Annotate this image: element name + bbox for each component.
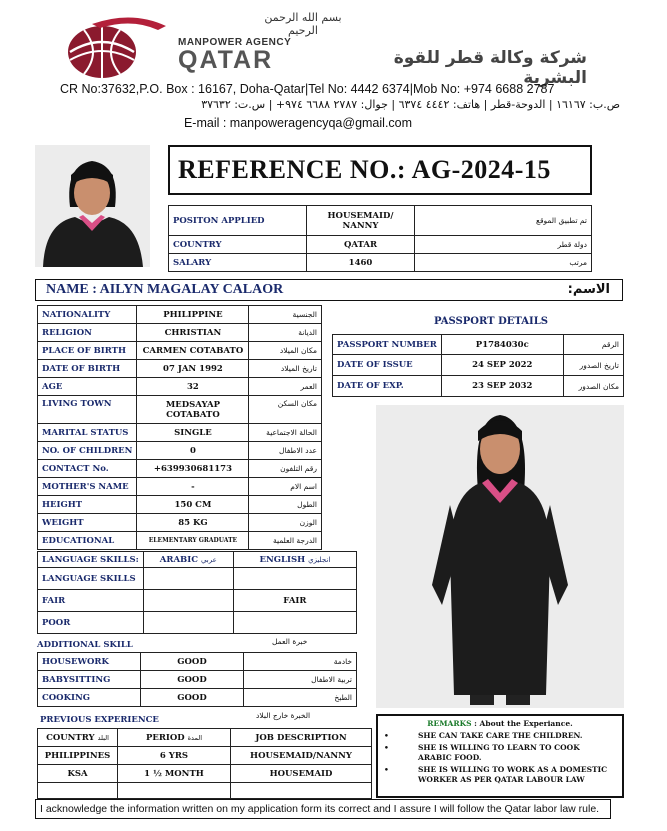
language-skills-header: LANGUAGE SKILLS: (38, 552, 144, 568)
language-english-poor (233, 612, 356, 634)
table-row (38, 496, 322, 514)
additional-skill-title-ar: خبرة العمل (272, 637, 308, 646)
table-row (38, 783, 372, 799)
marital-status-label: MARITAL STATUS (38, 424, 137, 442)
language-arabic-fair (143, 590, 233, 612)
remarks-title (384, 719, 616, 728)
children-label-ar: عدد الاطفال (249, 442, 322, 460)
place-of-birth-label-ar: مكان الميلاد (249, 342, 322, 360)
cooking-label-ar: الطبخ (244, 689, 357, 707)
cooking-value: GOOD (141, 689, 244, 707)
table-row (38, 514, 322, 532)
table-row (38, 378, 322, 396)
previous-experience-title: PREVIOUS EXPERIENCE (40, 715, 159, 725)
experience-empty-cell (231, 783, 372, 799)
experience-job-header: JOB DESCRIPTION (231, 729, 372, 747)
contact-email: E-mail : manpoweragencyqa@gmail.com (183, 116, 413, 130)
basmala-text: بسم الله الرحمن الرحيم (264, 11, 342, 37)
table-row (38, 612, 357, 634)
experience-country-header-label: COUNTRY (46, 732, 95, 743)
babysitting-label: BABYSITTING (38, 671, 141, 689)
applicant-name-text: NAME : AILYN MAGALAY CALAOR (46, 282, 284, 297)
applicant-photo-full (376, 405, 624, 708)
height-label-ar: الطول (249, 496, 322, 514)
height-label: HEIGHT (38, 496, 137, 514)
date-of-birth-label-ar: تاريخ الميلاد (249, 360, 322, 378)
mother-name-value: - (137, 478, 249, 496)
table-row (333, 376, 624, 397)
table-row (38, 424, 322, 442)
agency-name-small: MANPOWER AGENCY (178, 37, 292, 48)
passport-details-title: PASSPORT DETAILS (434, 316, 548, 327)
contact-value: +639930681173 (137, 460, 249, 478)
table-row (38, 442, 322, 460)
nationality-label: NATIONALITY (38, 306, 137, 324)
expiry-date-value: 23 SEP 2032 (441, 376, 563, 397)
children-label: NO. OF CHILDREN (38, 442, 137, 460)
experience-table (37, 728, 372, 799)
babysitting-value: GOOD (141, 671, 244, 689)
passport-table (332, 334, 624, 397)
experience-job: HOUSEMAID (231, 765, 372, 783)
passport-number-value: P1784030c (441, 335, 563, 355)
living-town-label: LIVING TOWN (38, 396, 137, 424)
salary-value: 1460 (307, 254, 415, 272)
experience-country-header-ar: البلد (97, 733, 109, 742)
education-label-ar: الدرجة العلمية (249, 532, 322, 550)
mother-name-label: MOTHER'S NAME (38, 478, 137, 496)
table-row (38, 765, 372, 783)
remarks-title-label: REMARKS (427, 719, 472, 728)
housework-label: HOUSEWORK (38, 653, 141, 671)
cooking-label: COOKING (38, 689, 141, 707)
language-fair-label: FAIR (38, 590, 144, 612)
experience-period-header-ar: المدة (187, 733, 203, 742)
date-of-birth-value: 07 JAN 1992 (137, 360, 249, 378)
weight-value: 85 KG (137, 514, 249, 532)
language-arabic-level (143, 568, 233, 590)
table-row (333, 355, 624, 376)
age-label-ar: العمر (249, 378, 322, 396)
experience-country-header (38, 729, 118, 747)
contact-label-ar: رقم التلفون (249, 460, 322, 478)
housework-value: GOOD (141, 653, 244, 671)
passport-number-label-ar: الرقم (563, 335, 623, 355)
table-row (38, 729, 372, 747)
remark-text: • SHE IS WILLING TO LEARN TO COOK ARABIC FOOD. (418, 743, 580, 762)
agency-name-arabic: شركة وكالة قطر للقوة البشرية (393, 48, 587, 88)
education-label: EDUCATIONAL (38, 532, 137, 550)
housework-label-ar: خادمة (244, 653, 357, 671)
table-row (169, 254, 592, 272)
position-label: POSITON APPLIED (169, 206, 307, 236)
marital-status-label-ar: الحالة الاجتماعية (249, 424, 322, 442)
salary-label-ar: مرتب (415, 254, 592, 272)
issue-date-label-ar: تاريخ الصدور (563, 355, 623, 376)
language-english-fair: FAIR (233, 590, 356, 612)
table-row (169, 206, 592, 236)
remark-text: • SHE IS WILLING TO WORK AS A DOMESTIC WORKER AS PER QATAR LABOUR LAW (418, 765, 608, 784)
religion-value: CHRISTIAN (137, 324, 249, 342)
list-item (384, 743, 616, 762)
country-label-ar: دولة قطر (415, 236, 592, 254)
remark-text: • SHE CAN TAKE CARE THE CHILDREN. (418, 731, 583, 740)
acknowledgement-text: I acknowledge the information written on my application form its correct and I assure I will follow the Qatar labor law rule. (35, 799, 611, 819)
table-row (38, 568, 357, 590)
additional-skills-table (37, 652, 357, 707)
previous-experience-title-ar: الخبرة خارج البلاد (256, 711, 311, 720)
table-row (38, 590, 357, 612)
language-english-header (233, 552, 356, 568)
language-skills-row-label: LANGUAGE SKILLS (38, 568, 144, 590)
remarks-subtitle: : About the Experiance. (474, 719, 573, 728)
babysitting-label-ar: تربية الاطفال (244, 671, 357, 689)
contact-line-english: CR No:37632,P.O. Box : 16167, Doha-Qatar|Tel No: 4442 6374|Mob No: +974 6688 2787 (60, 82, 555, 96)
mother-name-label-ar: اسم الام (249, 478, 322, 496)
table-row (38, 653, 357, 671)
experience-period: 1 ½ MONTH (118, 765, 231, 783)
table-row (333, 335, 624, 355)
experience-country: KSA (38, 765, 118, 783)
experience-job: HOUSEMAID/NANNY (231, 747, 372, 765)
age-label: AGE (38, 378, 137, 396)
weight-label: WEIGHT (38, 514, 137, 532)
reference-number: REFERENCE NO.: AG-2024-15 (168, 145, 592, 195)
agency-name-big: QATAR (178, 46, 274, 74)
experience-period: 6 YRS (118, 747, 231, 765)
language-arabic-header (143, 552, 233, 568)
table-row (169, 236, 592, 254)
table-row (38, 460, 322, 478)
language-english-label-ar: انجليزي (308, 555, 331, 564)
table-row (38, 306, 322, 324)
place-of-birth-value: CARMEN COTABATO (137, 342, 249, 360)
additional-skill-title: ADDITIONAL SKILL (37, 640, 133, 650)
country-value: QATAR (307, 236, 415, 254)
expiry-date-label: DATE OF EXP. (333, 376, 442, 397)
language-poor-label: POOR (38, 612, 144, 634)
language-english-level (233, 568, 356, 590)
salary-label: SALARY (169, 254, 307, 272)
table-row (38, 671, 357, 689)
religion-label-ar: الديانة (249, 324, 322, 342)
nationality-value: PHILIPPINE (137, 306, 249, 324)
contact-label: CONTACT No. (38, 460, 137, 478)
language-english-label: ENGLISH (259, 554, 306, 565)
table-row (38, 396, 322, 424)
education-value: ELEMENTARY GRADUATE (137, 532, 249, 550)
country-label: COUNTRY (169, 236, 307, 254)
issue-date-label: DATE OF ISSUE (333, 355, 442, 376)
children-value: 0 (137, 442, 249, 460)
personal-details-table (37, 305, 322, 550)
table-row (38, 324, 322, 342)
list-item (384, 765, 616, 784)
applicant-name-label-ar: الاسم: (567, 282, 610, 297)
agency-logo (62, 12, 170, 80)
passport-number-label: PASSPORT NUMBER (333, 335, 442, 355)
language-skills-table (37, 551, 357, 634)
expiry-date-label-ar: مكان الصدور (563, 376, 623, 397)
remarks-list (384, 731, 616, 784)
language-arabic-label-ar: عربي (200, 555, 217, 564)
table-row (38, 532, 322, 550)
language-arabic-label: ARABIC (159, 554, 198, 565)
living-town-label-ar: مكان السكن (249, 396, 322, 424)
religion-label: RELIGION (38, 324, 137, 342)
weight-label-ar: الوزن (249, 514, 322, 532)
height-value: 150 CM (137, 496, 249, 514)
table-row (38, 552, 357, 568)
language-arabic-poor (143, 612, 233, 634)
table-row (38, 478, 322, 496)
date-of-birth-label: DATE OF BIRTH (38, 360, 137, 378)
table-row (38, 689, 357, 707)
list-item (384, 731, 616, 740)
place-of-birth-label: PLACE OF BIRTH (38, 342, 137, 360)
applicant-name (35, 279, 623, 301)
experience-period-header-label: PERIOD (145, 732, 185, 743)
experience-empty-cell (38, 783, 118, 799)
table-row (38, 360, 322, 378)
position-label-ar: تم تطبيق الموقع (415, 206, 592, 236)
remarks-box (376, 714, 624, 798)
experience-country: PHILIPPINES (38, 747, 118, 765)
table-row (38, 342, 322, 360)
table-row (38, 747, 372, 765)
position-value: HOUSEMAID/ NANNY (307, 206, 415, 236)
contact-line-arabic: ص.ب: ١٦١٦٧ | الدوحة-قطر | هاتف: ٤٤٤٢ ٦٣٧٤ | جوال: ٢٧٨٧ ٦٦٨٨ ٩٧٤+ | س.ت: ٣٧٦٣٢ (201, 98, 620, 111)
experience-empty-cell (118, 783, 231, 799)
living-town-value: MEDSAYAP COTABATO (137, 396, 249, 424)
age-value: 32 (137, 378, 249, 396)
marital-status-value: SINGLE (137, 424, 249, 442)
position-table (168, 205, 592, 272)
applicant-photo-small (35, 145, 150, 267)
experience-period-header (118, 729, 231, 747)
nationality-label-ar: الجنسية (249, 306, 322, 324)
issue-date-value: 24 SEP 2022 (441, 355, 563, 376)
